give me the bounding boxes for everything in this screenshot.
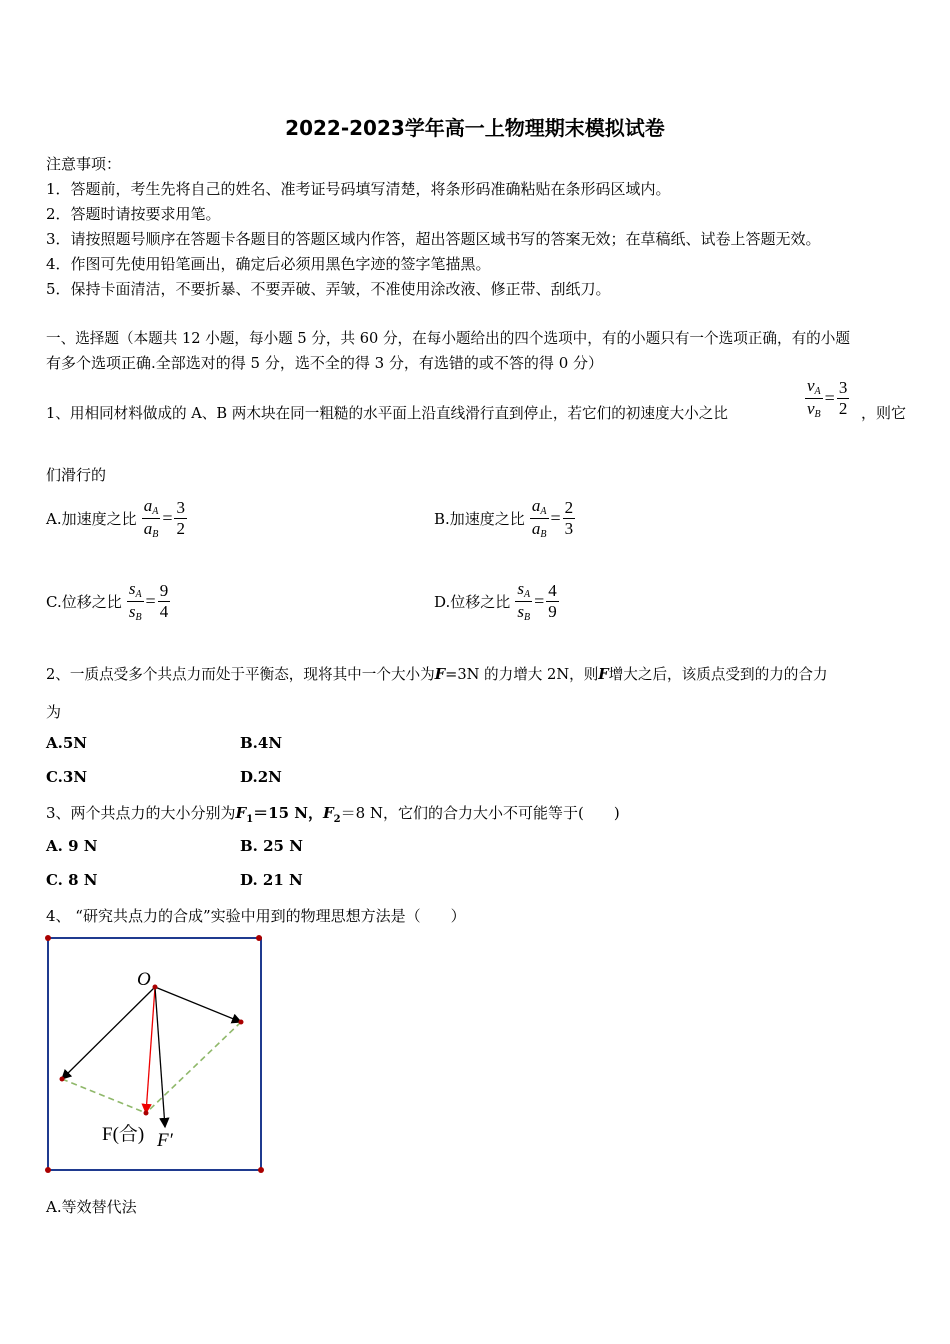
corner-pin bbox=[256, 935, 262, 941]
subscript: A bbox=[135, 589, 142, 600]
subscript: A bbox=[814, 386, 821, 397]
q1-stem: 1、用相同材料做成的 A、B 两木块在同一粗糙的水平面上沿直线滑行直到停止，若它们的初速度大小之比 bbox=[46, 405, 728, 422]
subscript: B bbox=[152, 528, 159, 540]
force-diagram bbox=[40, 930, 270, 1180]
q3-option-b[interactable]: B. 25 N bbox=[240, 837, 303, 855]
notice-item: 5．保持卡面清洁，不要折暴、不要弄破、弄皱，不准使用涂改液、修正带、刮纸刀。 bbox=[46, 280, 611, 298]
q2-stem-part: 2、一质点受多个共点力而处于平衡态，现将其中一个大小为 bbox=[46, 666, 435, 683]
equals: = bbox=[824, 387, 835, 408]
var: s bbox=[128, 601, 136, 621]
var: a bbox=[143, 518, 153, 538]
equals: = bbox=[534, 590, 545, 611]
q3-option-c[interactable]: C. 8 N bbox=[46, 871, 98, 889]
q1-stem-end: ，则它 bbox=[861, 404, 907, 422]
subscript: B bbox=[523, 611, 531, 623]
equals: = bbox=[550, 507, 561, 528]
option-label: B.加速度之比 bbox=[434, 509, 525, 528]
q3-option-d[interactable]: D. 21 N bbox=[240, 871, 303, 889]
force-symbol: F bbox=[434, 666, 446, 683]
var: v bbox=[807, 376, 815, 395]
var: a bbox=[531, 496, 541, 515]
q2-stem-part: =3N 的力增大 2N，则 bbox=[445, 666, 599, 683]
ratio-num: 4 bbox=[548, 580, 557, 600]
section-heading-line1: 一、选择题（本题共 12 小题，每小题 5 分，共 60 分，在每小题给出的四个选项中，有的小题只有一个选项正确，有的小题 bbox=[46, 330, 850, 347]
q1-option-c[interactable] bbox=[46, 579, 170, 623]
q2-option-c[interactable]: C.3N bbox=[46, 768, 88, 786]
corner-pin bbox=[258, 1167, 264, 1173]
var: s bbox=[128, 579, 136, 598]
f1-endpoint bbox=[60, 1077, 65, 1082]
q2-stem-cont: 为 bbox=[46, 703, 62, 721]
q2-option-b[interactable]: B.4N bbox=[240, 734, 283, 752]
var: s bbox=[517, 579, 524, 598]
resultant-endpoint bbox=[144, 1111, 149, 1116]
subscript: B bbox=[135, 611, 142, 623]
corner-pin bbox=[45, 1167, 51, 1173]
ratio-den: 9 bbox=[548, 601, 557, 621]
var: a bbox=[143, 496, 153, 515]
var: a bbox=[531, 518, 541, 538]
ratio-den: 3 bbox=[564, 518, 574, 538]
notice-item: 4．作图可先使用铅笔画出，确定后必须用黑色字迹的签字笔描黑。 bbox=[46, 255, 491, 273]
notice-item: 3．请按照题号顺序在答题卡各题目的答题区域内作答，超出答题区域书写的答案无效；在草稿纸、试卷上答题无效。 bbox=[46, 230, 821, 248]
q2-stem-part: 增大之后，该质点受到的力的合力 bbox=[608, 666, 828, 683]
q2-option-d[interactable]: D.2N bbox=[240, 768, 282, 786]
option-label: A.加速度之比 bbox=[46, 509, 137, 528]
page-title: 2022-2023学年高一上物理期末模拟试卷 bbox=[285, 116, 665, 140]
corner-pin bbox=[45, 935, 51, 941]
q3-stem-part: ＝8 N，它们的合力大小不可能等于( ) bbox=[340, 804, 620, 822]
q3-stem bbox=[46, 802, 620, 825]
resultant-label: F(合) bbox=[102, 1124, 145, 1145]
force-symbol: F bbox=[322, 804, 334, 822]
q3-stem-part: ＝15 N， bbox=[253, 804, 323, 822]
ratio-num: 3 bbox=[838, 377, 848, 397]
ratio-den: 2 bbox=[838, 398, 848, 418]
q1-option-b[interactable] bbox=[434, 496, 575, 540]
q1-option-a[interactable] bbox=[46, 496, 187, 540]
parallelogram-edge bbox=[62, 1079, 146, 1113]
subscript: A bbox=[540, 506, 547, 517]
q3-stem-part: 3、两个共点力的大小分别为 bbox=[46, 804, 236, 822]
ratio-num: 2 bbox=[564, 497, 574, 517]
q1-stem-cont: 们滑行的 bbox=[46, 466, 107, 484]
q2-stem bbox=[46, 663, 828, 684]
force-f2-arrow bbox=[155, 987, 241, 1022]
notice-heading: 注意事项： bbox=[46, 155, 122, 173]
resultant-arrow bbox=[146, 987, 155, 1113]
subscript: A bbox=[152, 506, 159, 517]
board-frame bbox=[48, 938, 261, 1170]
q2-option-a[interactable]: A.5N bbox=[46, 734, 88, 752]
force-f1-arrow bbox=[62, 987, 155, 1079]
var: s bbox=[517, 601, 524, 621]
q3-option-a[interactable]: A. 9 N bbox=[46, 837, 98, 855]
f2-endpoint bbox=[239, 1020, 244, 1025]
subscript: B bbox=[540, 528, 547, 540]
subscript: B bbox=[814, 408, 821, 420]
subscript: 1 bbox=[246, 814, 254, 825]
measured-force-arrow bbox=[155, 987, 165, 1127]
ratio-num: 9 bbox=[159, 580, 169, 600]
measured-force-label: F′ bbox=[157, 1130, 173, 1151]
q1-velocity-ratio bbox=[805, 376, 849, 420]
section-heading-line2: 有多个选项正确.全部选对的得 5 分，选不全的得 3 分，有选错的或不答的得 0 分） bbox=[46, 354, 604, 372]
q1-option-d[interactable] bbox=[434, 579, 559, 623]
origin-point bbox=[153, 985, 158, 990]
origin-label: O bbox=[137, 969, 151, 990]
q4-stem: 4、 “研究共点力的合成”实验中用到的物理思想方法是（ ） bbox=[46, 907, 466, 925]
equals: = bbox=[162, 507, 173, 528]
equals: = bbox=[145, 590, 156, 611]
force-symbol: F bbox=[598, 666, 609, 683]
force-symbol: F bbox=[235, 804, 247, 822]
ratio-den: 4 bbox=[159, 601, 169, 621]
subscript: 2 bbox=[333, 814, 341, 825]
var: v bbox=[807, 398, 815, 418]
notice-item: 1．答题前，考生先将自己的姓名、准考证号码填写清楚，将条形码准确粘贴在条形码区域内。 bbox=[46, 180, 671, 198]
option-label: C.位移之比 bbox=[46, 592, 122, 611]
option-label: D.位移之比 bbox=[434, 592, 511, 611]
q4-option-a[interactable]: A.等效替代法 bbox=[46, 1198, 137, 1216]
ratio-den: 2 bbox=[176, 518, 185, 538]
notice-item: 2．答题时请按要求用笔。 bbox=[46, 205, 221, 223]
subscript: A bbox=[523, 589, 531, 600]
ratio-num: 3 bbox=[176, 497, 185, 517]
